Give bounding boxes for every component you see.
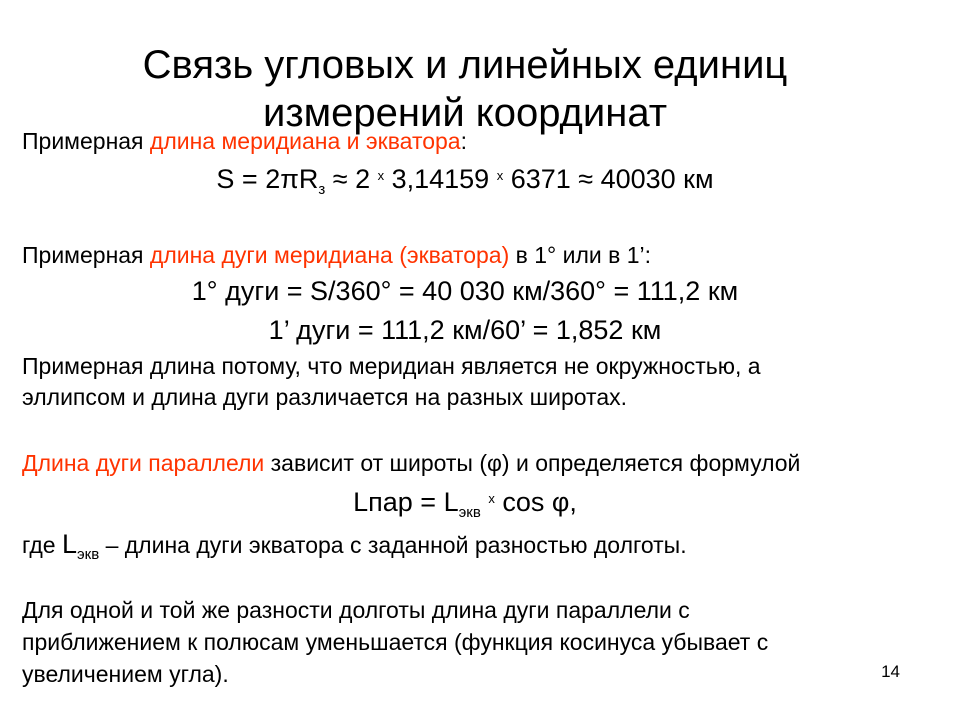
- paragraph-conclusion-line-2: приближением к полюсам уменьшается (функция косинуса убывает с: [22, 629, 769, 655]
- paragraph-explanation-line-2: эллипсом и длина дуги различается на разных широтах.: [22, 384, 627, 410]
- f4-part-b: cos φ,: [494, 487, 577, 517]
- f1-part-d: 6371 ≈ 40030 км: [503, 164, 714, 194]
- paragraph-arc-length: [22, 241, 651, 269]
- f1-times-2: x: [496, 168, 504, 183]
- formula-degree-arc: 1° дуги = S/360° = 40 030 км/360° = 111,2 км: [191, 276, 739, 306]
- slide-title: [0, 41, 930, 137]
- title-line-2: измерений координат: [262, 90, 668, 135]
- formula-parallel-length: [0, 483, 930, 529]
- title-line-1: Связь угловых и линейных единиц: [142, 42, 788, 87]
- p5-sub: экв: [77, 546, 100, 563]
- p2-prefix: Примерная: [22, 242, 150, 268]
- f1-part-b: ≈ 2: [325, 164, 378, 194]
- formula-minute-arc: 1’ дуги = 111,2 км/60’ = 1,852 км: [268, 315, 662, 345]
- f1-times-1: x: [377, 168, 385, 183]
- f1-part-a: S = 2πR: [216, 164, 319, 194]
- paragraph-conclusion-line-1: Для одной и той же разности долготы длина дуги параллели с: [22, 597, 690, 623]
- paragraph-meridian-length: [22, 127, 467, 155]
- p5-L: L: [61, 529, 77, 559]
- paragraph-equator-definition: [22, 530, 687, 569]
- p2-highlight: длина дуги меридиана (экватора): [149, 242, 510, 268]
- p1-highlight: длина меридиана и экватора: [149, 128, 461, 154]
- f1-sub: з: [318, 181, 326, 198]
- f4-times: x: [488, 491, 495, 506]
- paragraph-explanation-line-1: Примерная длина потому, что меридиан является не окружностью, а: [22, 353, 761, 379]
- p4-highlight: Длина дуги параллели: [22, 450, 265, 476]
- f4-sub: экв: [458, 504, 481, 521]
- p5-part-a: где: [22, 532, 62, 558]
- paragraph-conclusion-line-3: увеличением угла).: [22, 661, 229, 687]
- f4-part-a: Lпар = L: [353, 487, 459, 517]
- p2-suffix: в 1° или в 1’:: [509, 242, 652, 268]
- p1-suffix: :: [460, 128, 467, 154]
- paragraph-parallel-arc: [22, 449, 800, 477]
- p1-prefix: Примерная: [22, 128, 150, 154]
- page-number: 14: [881, 662, 900, 681]
- p4-suffix: зависит от широты (φ) и определяется формулой: [264, 450, 801, 476]
- f1-part-c: 3,14159: [384, 164, 497, 194]
- formula-circumference: [0, 160, 930, 206]
- p5-part-b: – длина дуги экватора с заданной разностью долготы.: [99, 532, 687, 558]
